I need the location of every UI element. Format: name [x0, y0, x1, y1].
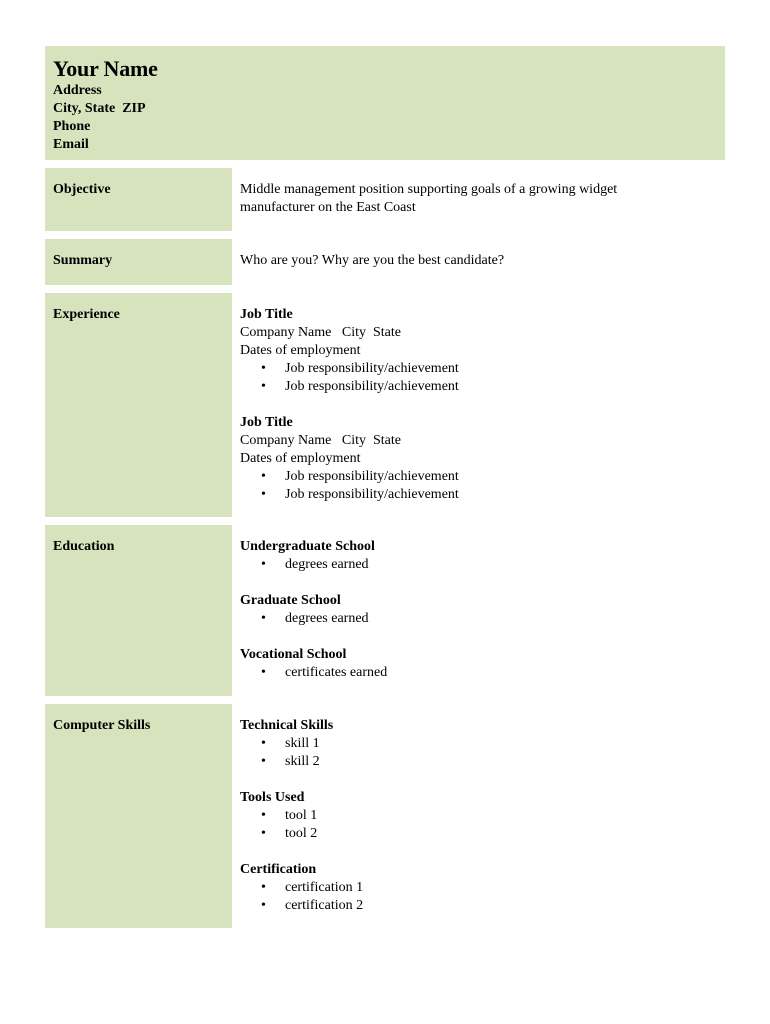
bullet-list — [240, 360, 725, 396]
section-content — [232, 293, 725, 517]
list-item-text: tool 1 — [285, 808, 318, 823]
list-item-text: Job responsibility/achievement — [285, 487, 459, 502]
list-item-text: degrees earned — [285, 611, 369, 626]
bullet-icon: • — [261, 469, 266, 484]
experience-section — [45, 293, 725, 517]
bullet-icon: • — [261, 880, 266, 895]
list-item — [240, 897, 725, 915]
list-item-text: tool 2 — [285, 826, 318, 841]
section-label: Summary — [45, 239, 232, 285]
list-item — [240, 825, 725, 843]
bullet-list — [240, 735, 725, 771]
list-item — [240, 486, 725, 504]
job-entry — [240, 414, 725, 504]
section-content — [232, 704, 725, 928]
bullet-list — [240, 610, 725, 628]
section-label: Education — [45, 525, 232, 696]
bullet-icon: • — [261, 361, 266, 376]
skill-group — [240, 789, 725, 843]
dates-line: Dates of employment — [240, 343, 361, 358]
header-block — [45, 46, 725, 160]
education-section — [45, 525, 725, 696]
list-item-text: Job responsibility/achievement — [285, 379, 459, 394]
skill-group-title: Technical Skills — [240, 718, 334, 733]
school-entry — [240, 646, 725, 682]
city-state-zip-line: City, State ZIP — [53, 101, 146, 116]
bullet-list — [240, 468, 725, 504]
bullet-icon: • — [261, 754, 266, 769]
list-item — [240, 360, 725, 378]
school-entry — [240, 538, 725, 574]
bullet-list — [240, 879, 725, 915]
job-entry — [240, 306, 725, 396]
dates-line: Dates of employment — [240, 451, 361, 466]
bullet-icon: • — [261, 379, 266, 394]
section-label: Computer Skills — [45, 704, 232, 928]
bullet-icon: • — [261, 826, 266, 841]
resume-page — [45, 46, 725, 928]
company-line: Company Name City State — [240, 433, 401, 448]
bullet-icon: • — [261, 898, 266, 913]
skill-group — [240, 861, 725, 915]
skill-group-title: Certification — [240, 862, 317, 877]
school-entry — [240, 592, 725, 628]
list-item-text: skill 2 — [285, 754, 320, 769]
bullet-list — [240, 807, 725, 843]
bullet-icon: • — [261, 808, 266, 823]
skill-group — [240, 717, 725, 771]
bullet-icon: • — [261, 611, 266, 626]
school-title: Vocational School — [240, 647, 347, 662]
computer-skills-section — [45, 704, 725, 928]
bullet-icon: • — [261, 736, 266, 751]
objective-text: Middle management position supporting goals of a growing widget manufacturer on the East Coast — [240, 182, 618, 215]
list-item-text: certification 1 — [285, 880, 364, 895]
section-label: Objective — [45, 168, 232, 231]
school-title: Graduate School — [240, 593, 341, 608]
objective-section — [45, 168, 725, 231]
bullet-icon: • — [261, 665, 266, 680]
list-item-text: certificates earned — [285, 665, 388, 680]
list-item — [240, 664, 725, 682]
summary-text: Who are you? Why are you the best candidate? — [240, 253, 505, 268]
section-label: Experience — [45, 293, 232, 517]
list-item-text: degrees earned — [285, 557, 369, 572]
section-content — [232, 525, 725, 696]
summary-section — [45, 239, 725, 285]
job-title: Job Title — [240, 307, 293, 322]
section-content — [232, 168, 725, 231]
section-content — [232, 239, 725, 285]
candidate-name: Your Name — [53, 56, 158, 81]
bullet-list — [240, 664, 725, 682]
list-item-text: Job responsibility/achievement — [285, 469, 459, 484]
bullet-list — [240, 556, 725, 574]
list-item-text: certification 2 — [285, 898, 364, 913]
list-item — [240, 753, 725, 771]
list-item — [240, 610, 725, 628]
bullet-icon: • — [261, 487, 266, 502]
list-item-text: Job responsibility/achievement — [285, 361, 459, 376]
email-line: Email — [53, 137, 89, 152]
list-item — [240, 879, 725, 897]
list-item — [240, 735, 725, 753]
bullet-icon: • — [261, 557, 266, 572]
list-item — [240, 556, 725, 574]
school-title: Undergraduate School — [240, 539, 375, 554]
address-line: Address — [53, 83, 102, 98]
list-item — [240, 807, 725, 825]
list-item-text: skill 1 — [285, 736, 320, 751]
phone-line: Phone — [53, 119, 91, 134]
list-item — [240, 468, 725, 486]
skill-group-title: Tools Used — [240, 790, 305, 805]
list-item — [240, 378, 725, 396]
job-title: Job Title — [240, 415, 293, 430]
company-line: Company Name City State — [240, 325, 401, 340]
